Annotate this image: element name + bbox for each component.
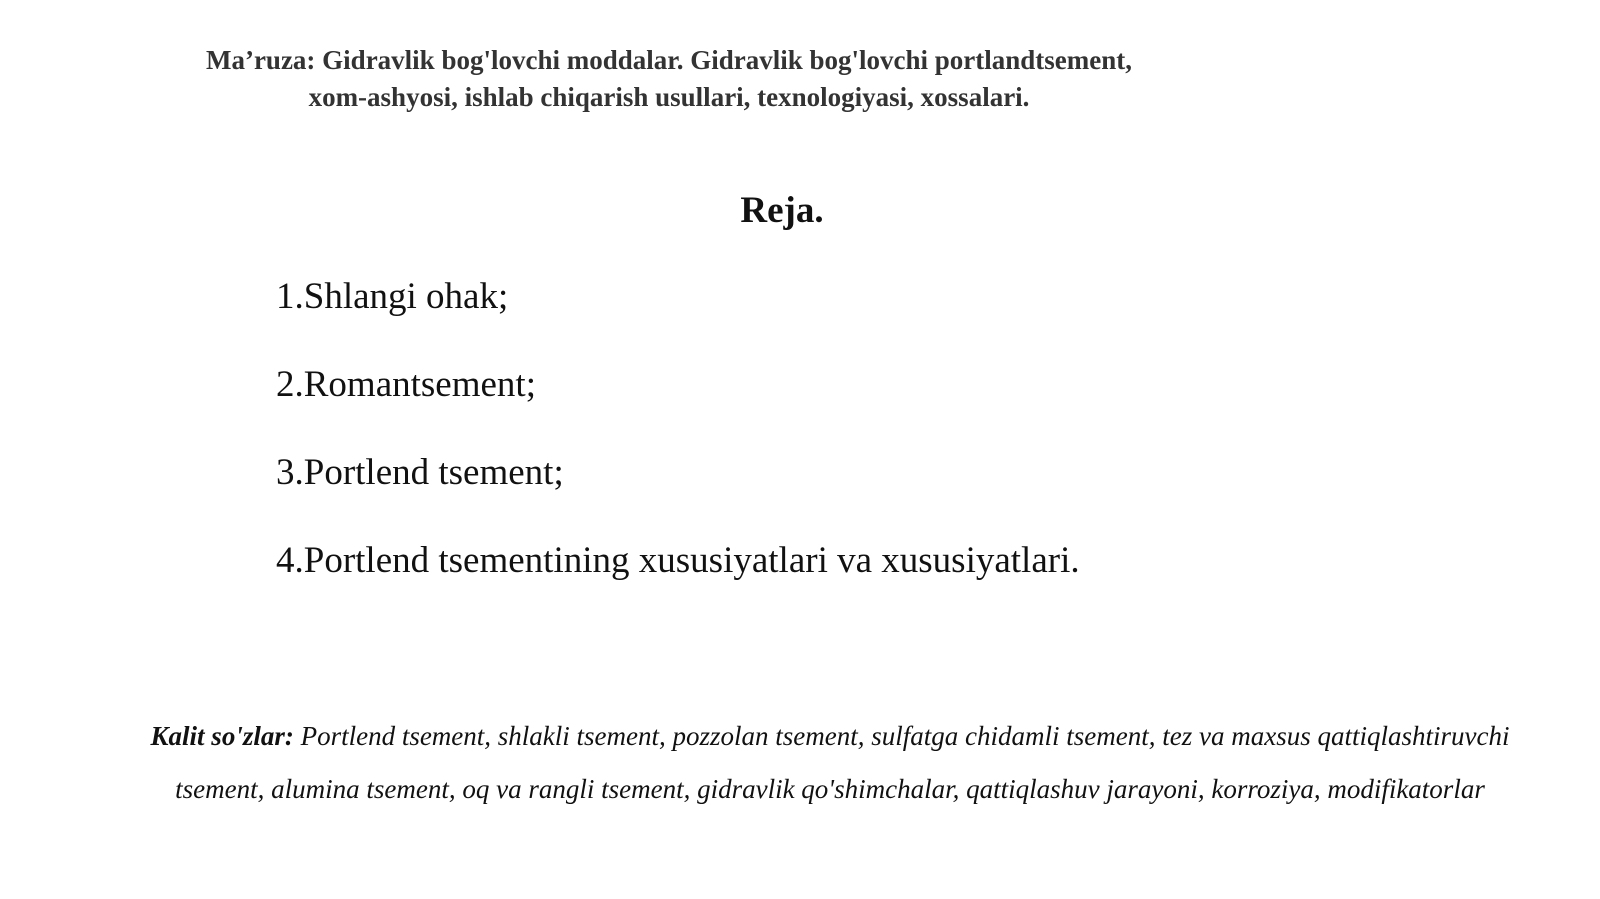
lecture-title-line-2: xom-ashyosi, ishlab chiqarish usullari, texnologiyasi, xossalari.	[308, 82, 1030, 112]
plan-item-4: 4.Portlend tsementining xususiyatlari va xususiyatlari.	[276, 540, 1080, 581]
keywords-paragraph	[140, 710, 1520, 816]
keywords-text: Portlend tsement, shlakli tsement, pozzolan tsement, sulfatga chidamli tsement, tez va maxsus qattiqlashtiruvchi tsement, alumina tsement, oq va rangli tsement, gidravlik qo'shimchalar, qattiqlashuv jarayoni, korroziya, modifikatorlar	[175, 721, 1510, 804]
plan-heading: Reja.	[740, 190, 824, 231]
lecture-title-line-1: Ma’ruza: Gidravlik bog'lovchi moddalar. Gidravlik bog'lovchi portlandtsement,	[205, 45, 1133, 75]
keywords-label: Kalit so'zlar:	[150, 721, 294, 751]
plan-item-3: 3.Portlend tsement;	[276, 452, 564, 493]
plan-item-1: 1.Shlangi ohak;	[276, 276, 509, 317]
plan-item-2: 2.Romantsement;	[276, 364, 536, 405]
plan-list	[276, 276, 1080, 628]
lecture-title	[0, 42, 1338, 116]
